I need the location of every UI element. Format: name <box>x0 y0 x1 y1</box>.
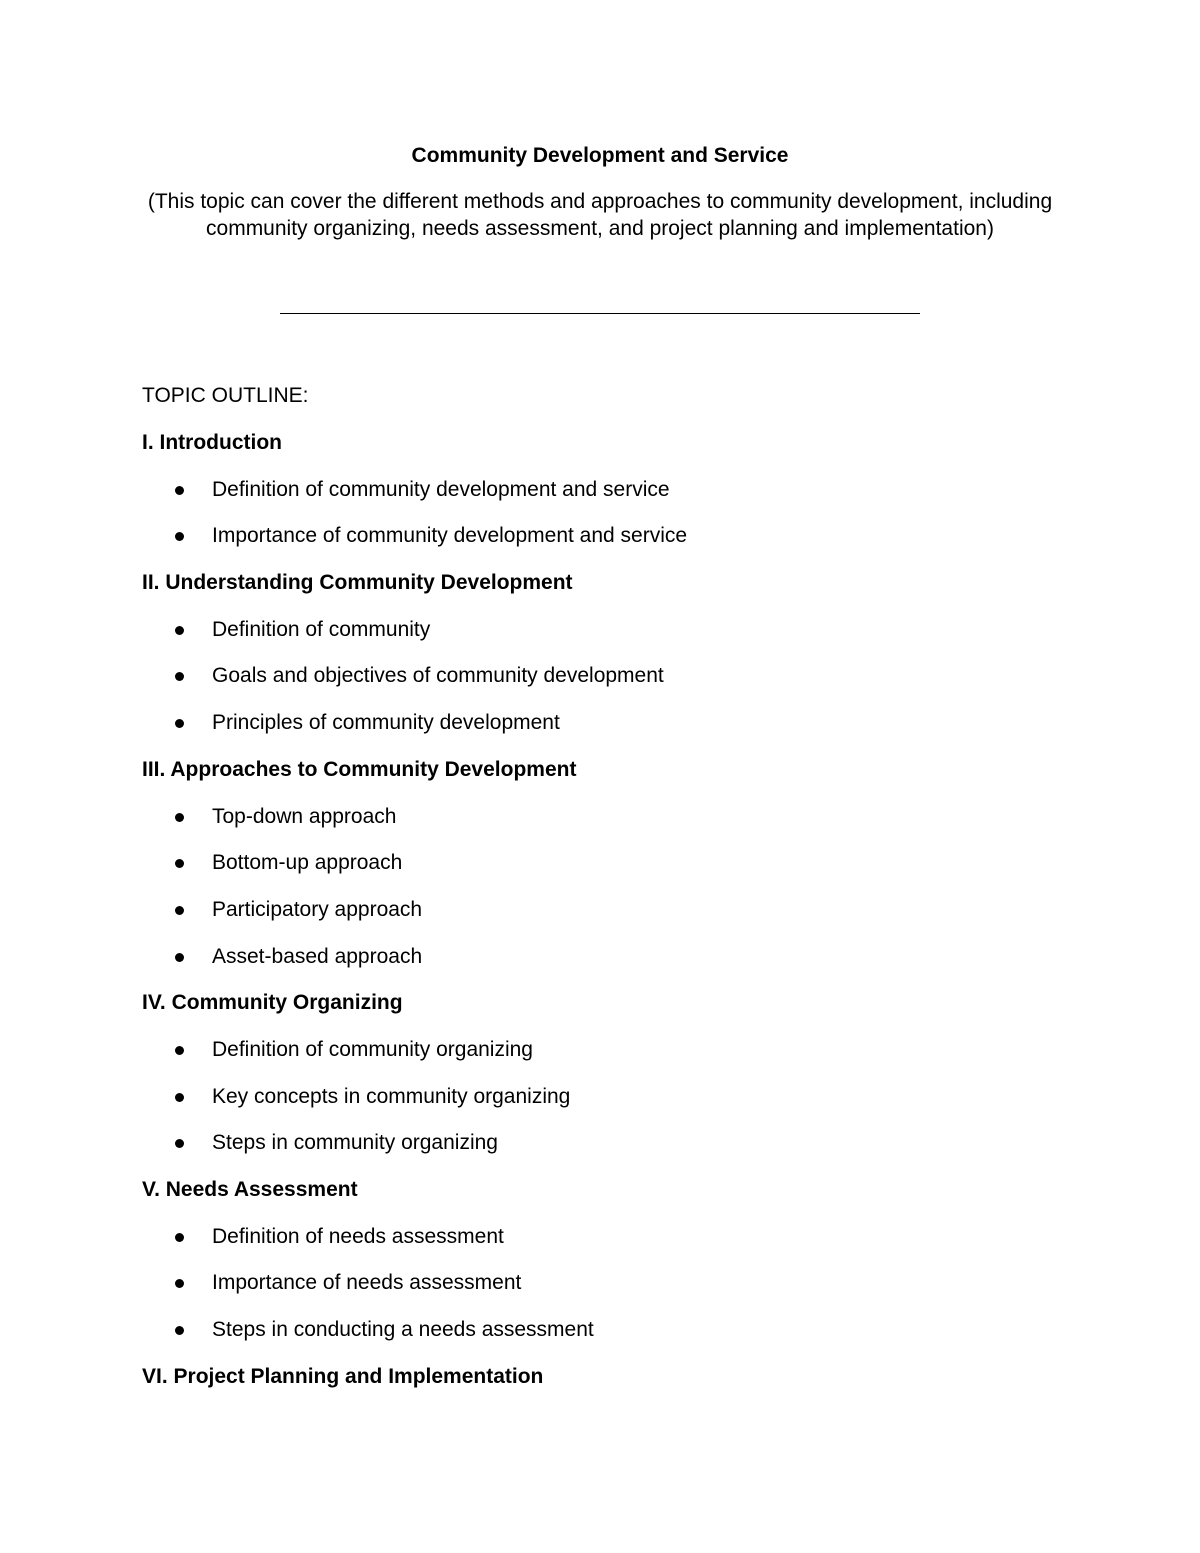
section-heading: IV. Community Organizing <box>142 991 403 1015</box>
topic-outline <box>142 382 1092 1409</box>
list-item-text: Definition of community organizing <box>212 1037 533 1061</box>
horizontal-divider <box>280 313 920 314</box>
list-item <box>142 849 1092 896</box>
list-item-text: Importance of community development and service <box>212 524 688 548</box>
list-item-text: Definition of community <box>212 617 431 641</box>
list-item-text: Definition of community development and service <box>212 477 670 501</box>
bullet-icon <box>175 532 184 541</box>
list-item-text: Steps in conducting a needs assessment <box>212 1318 594 1342</box>
bullet-icon <box>175 1139 184 1148</box>
list-item <box>142 1129 1092 1176</box>
bullet-list <box>142 476 1092 569</box>
list-item <box>142 616 1092 663</box>
list-item-text: Goals and objectives of community development <box>212 664 664 688</box>
document-subtitle: (This topic can cover the different methods and approaches to community development, including community organizing, needs assessment, and project planning and implementation) <box>147 190 1053 240</box>
bullet-icon <box>175 1279 184 1288</box>
bullet-icon <box>175 906 184 915</box>
bullet-list <box>142 616 1092 756</box>
document-title: Community Development and Service <box>411 144 789 167</box>
list-item <box>142 803 1092 850</box>
bullet-icon <box>175 1326 184 1335</box>
bullet-icon <box>175 1046 184 1055</box>
bullet-icon <box>175 813 184 822</box>
bullet-list <box>142 803 1092 990</box>
bullet-icon <box>175 1093 184 1102</box>
bullet-icon <box>175 486 184 495</box>
list-item-text: Principles of community development <box>212 711 560 735</box>
section-heading: V. Needs Assessment <box>142 1178 358 1201</box>
list-item-text: Bottom-up approach <box>212 851 403 875</box>
outline-heading: TOPIC OUTLINE: <box>142 384 309 407</box>
section-heading: III. Approaches to Community Development <box>142 757 577 781</box>
bullet-icon <box>175 953 184 962</box>
list-item <box>142 1316 1092 1363</box>
bullet-icon <box>175 672 184 681</box>
list-item-text: Importance of needs assessment <box>212 1271 522 1295</box>
list-item <box>142 709 1092 756</box>
bullet-list <box>142 1036 1092 1176</box>
bullet-icon <box>175 719 184 728</box>
list-item-text: Asset-based approach <box>212 944 423 968</box>
bullet-icon <box>175 859 184 868</box>
list-item <box>142 1223 1092 1270</box>
bullet-icon <box>175 1233 184 1242</box>
list-item <box>142 1083 1092 1130</box>
section-heading: I. Introduction <box>142 431 282 454</box>
list-item <box>142 896 1092 943</box>
section-heading: VI. Project Planning and Implementation <box>142 1364 544 1388</box>
list-item <box>142 943 1092 990</box>
list-item-text: Participatory approach <box>212 897 423 921</box>
list-item <box>142 1269 1092 1316</box>
list-item <box>142 1036 1092 1083</box>
section-heading: II. Understanding Community Development <box>142 571 573 595</box>
list-item <box>142 476 1092 523</box>
bullet-icon <box>175 626 184 635</box>
list-item-text: Top-down approach <box>212 804 397 828</box>
bullet-list <box>142 1223 1092 1363</box>
list-item-text: Key concepts in community organizing <box>212 1084 571 1108</box>
list-item <box>142 662 1092 709</box>
list-item <box>142 522 1092 569</box>
list-item-text: Definition of needs assessment <box>212 1224 504 1248</box>
list-item-text: Steps in community organizing <box>212 1131 498 1155</box>
